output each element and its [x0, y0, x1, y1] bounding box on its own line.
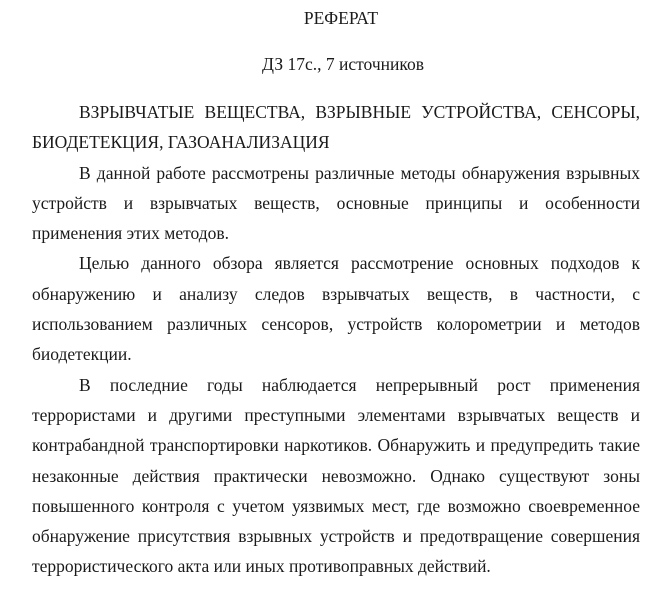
document-subtitle: ДЗ 17с., 7 источников: [261, 54, 425, 74]
page-title: РЕФЕРАТ: [303, 8, 379, 28]
paragraph-context: В последние годы наблюдается непрерывный рост применения террористами и другими преступными элементами взрывчатых веществ и контрабандной транспортировки наркотиков. Обнаружить и предупредить такие незаконные действия практически невозможно. Однако существуют зоны повышенного контроля с учетом уязвимых мест, где возможно своевременное обнаружение присутствия взрывных устройств и предотвращение совершения террористического акта или иных противоправных действий.: [32, 374, 640, 577]
paragraph-goal: Целью данного обзора является рассмотрение основных подходов к обнаружению и анализу следов взрывчатых веществ, в частности, с использованием различных сенсоров, устройств колорометрии и методов биодетекции.: [32, 253, 640, 365]
paragraph-intro: В данной работе рассмотрены различные методы обнаружения взрывных устройств и взрывчатых веществ, основные принципы и особенности применения этих методов.: [32, 162, 640, 244]
keywords: ВЗРЫВЧАТЫЕ ВЕЩЕСТВА, ВЗРЫВНЫЕ УСТРОЙСТВА, СЕНСОРЫ, БИОДЕТЕКЦИЯ, ГАЗОАНАЛИЗАЦИЯ: [32, 102, 640, 153]
